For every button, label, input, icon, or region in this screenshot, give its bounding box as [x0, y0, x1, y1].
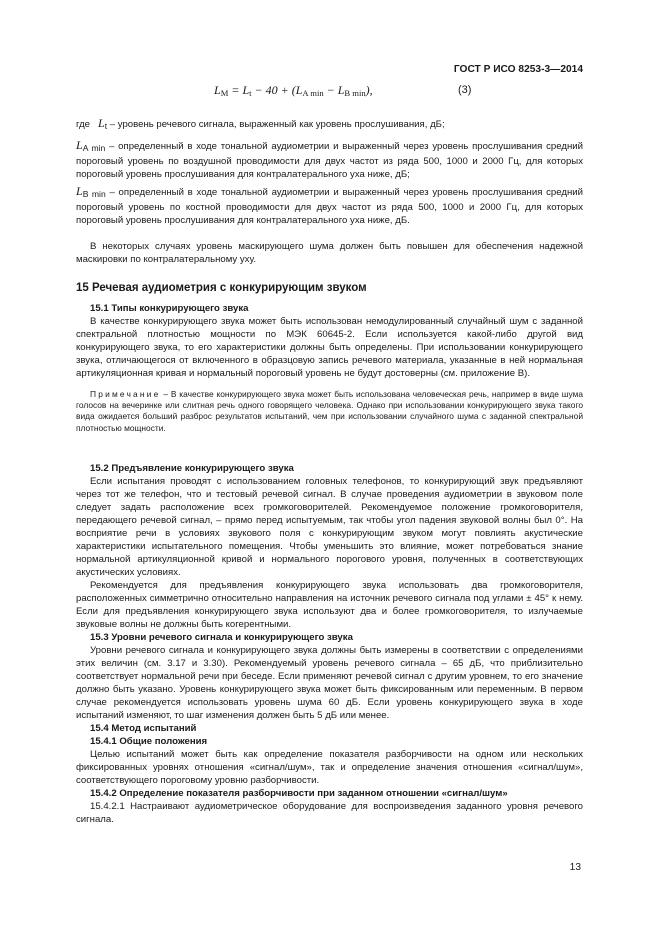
- s15-1-paragraph: В качестве конкурирующего звука может быть использован немодулированный случайный шум с заданной спектральной плотностью мощности по МЭК 60645-2. Если используется какой-либо другой вид конкурирующего звука, то его характеристики должны быть определены. При использовании конкурирующего звука, отличающегося от включенного в образцовую запись речевого материала, указанные в ней нормальная артикуляционная кривая и нормальный пороговый уровень не будут достоверны (см. приложение В).: [76, 316, 583, 379]
- standard-code: ГОСТ Р ИСО 8253-3—2014: [453, 64, 583, 75]
- lt-sub: t: [104, 121, 108, 131]
- formula-3: [214, 84, 514, 104]
- lb-symbol: L: [76, 184, 83, 198]
- formula-part1: = L: [228, 83, 250, 97]
- s15-3-title: 15.3 Уровни речевого сигнала и конкурирующего звука: [90, 632, 353, 643]
- section-15-title: 15 Речевая аудиометрия с конкурирующим звуком: [76, 282, 367, 294]
- note-label: Примечание: [90, 389, 161, 399]
- s15-4-1-paragraph: Целью испытаний может быть как определение показателя разборчивости на одном или нескольких фиксированных уровнях отношения «сигнал/шум», так и определение значения отношения «сигнал/шум», соответствующего пороговому уровню разборчивости.: [76, 749, 583, 786]
- definitions: [76, 117, 583, 227]
- mask-paragraph: [76, 240, 583, 266]
- formula-part3-sub: B min: [344, 88, 366, 98]
- s15-3-paragraph: Уровни речевого сигнала и конкурирующего звука должны быть измерены в соответствии с определениями этих величин (см. 3.17 и 3.30). Рекомендуемый уровень речевого сигнала – 65 дБ, что приблизительно соответствует нормальной речи при беседе. Если применяют речевой сигнал с другим уровнем, то его значение должно быть указано. Уровень конкурирующего звука может быть фиксированным или переменным. В первом случае рекомендуется использовать уровень шума 60 дБ. Если уровень конкурирующего звука в ходе испытаний изменяют, то шаг изменения должен быть 5 дБ или менее.: [76, 645, 583, 721]
- s15-2-paragraph-2: Рекомендуется для предъявления конкурирующего звука использовать два громкоговорителя, расположенных симметрично относительно направления на источник речевого сигнала под углами ± 45° к нему. Если для предъявления конкурирующего звука используют два и более громкоговорителя, то излучаемые звуковые волны не должны быть когерентными.: [76, 580, 583, 630]
- note-text: – В качестве конкурирующего звука может быть использована человеческая речь, например в виде шума голосов на вечеринке или слитная речь одного говорящего человека. Однако при использовании конкурирующего звука такого вида ожидается больший разброс результатов испытаний, чем при использовании случайного шума с заданной спектральной плотностью мощности.: [76, 389, 583, 433]
- s15-4-1-title: 15.4.1 Общие положения: [90, 736, 208, 747]
- la-text: – определенный в ходе тональной аудиометрии и выраженный через уровень прослушивания средний пороговый уровень по воздушной проводимости для двух частот из ряда 500, 1000 и 2000 Гц, для которых пороговый уровень прослушивания для контралатерального уха ниже, дБ;: [76, 141, 583, 180]
- s15-4-2-title: 15.4.2 Определение показателя разборчивости при заданном отношении «сигнал/шум»: [90, 788, 508, 799]
- formula-lhs: L: [214, 83, 221, 97]
- s15-4-2-1-paragraph: 15.4.2.1 Настраивают аудиометрическое оборудование для воспроизведения заданного уровня речевого сигнала.: [76, 801, 583, 825]
- la-symbol: L: [76, 138, 83, 152]
- def-lb: [76, 185, 583, 227]
- lb-sub: B min: [82, 189, 106, 199]
- formula-part2: − 40 + (L: [251, 83, 303, 97]
- mask-text: В некоторых случаях уровень маскирующего шума должен быть повышен для обеспечения надежной маскировки по контралатеральному уху.: [76, 241, 583, 265]
- formula-end: ),: [365, 83, 373, 97]
- s15-2-title: 15.2 Предъявление конкурирующего звука: [90, 463, 294, 474]
- section-15-1: [76, 302, 583, 434]
- lb-text: – определенный в ходе тональной аудиометрии и выраженный через уровень прослушивания средний пороговый уровень по костной проводимости для двух частот из ряда 500, 1000 и 2000 Гц, для которых пороговый уровень прослушивания для контралатерального уха ниже, дБ.: [76, 187, 584, 226]
- lt-text: – уровень речевого сигнала, выраженный как уровень прослушивания, дБ;: [107, 119, 445, 130]
- s15-2-paragraph-1: Если испытания проводят с использованием головных телефонов, то конкурирующий звук предъявляют через тот же телефон, что и тестовый речевой сигнал. В случае проведения аудиометрии в звуковом поле следует задать расположение всех громкоговорителей. Рекомендуемое положение громкоговорителя, передающего речевой сигнал, – прямо перед испытуемым, так чтобы угол падения звуковой волны был 0°. На восприятие речи в условиях звукового поля с конкурирующим звуком могут повлиять акустические характеристики испытательного помещения. Чтобы уменьшить это влияние, может потребоваться знание нормальной артикуляционной кривой и нормального порогового уровня, полученных в соответствующих акустических условиях.: [76, 476, 583, 578]
- formula-lhs-sub: M: [220, 88, 229, 98]
- formula-number: (3): [458, 84, 472, 96]
- def-la: [76, 139, 583, 181]
- formula-part3: − L: [323, 83, 345, 97]
- def-lt: [76, 117, 583, 133]
- la-sub: A min: [82, 143, 106, 153]
- s15-1-note: [76, 389, 583, 434]
- formula-part2-sub: A min: [302, 88, 324, 98]
- s15-1-title: 15.1 Типы конкурирующего звука: [90, 303, 249, 314]
- lt-symbol: L: [98, 116, 105, 130]
- page-number: 13: [569, 862, 581, 873]
- formula-expression: [214, 84, 373, 100]
- section-15-2: [76, 462, 583, 826]
- where-label: где: [76, 119, 91, 130]
- formula-part1-sub: t: [249, 88, 252, 98]
- s15-4-title: 15.4 Метод испытаний: [90, 723, 197, 734]
